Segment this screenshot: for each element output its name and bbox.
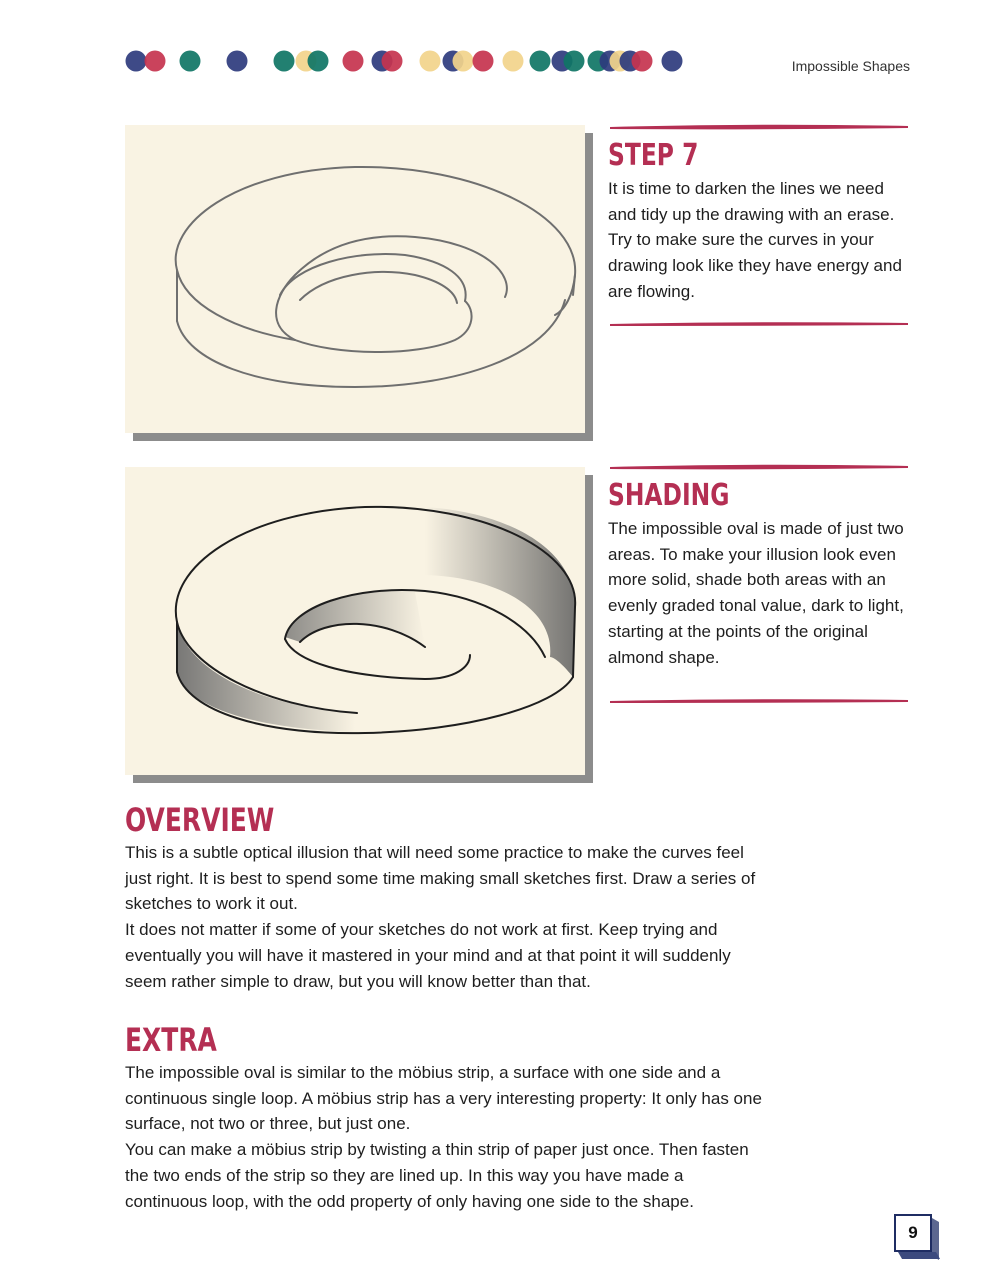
header-dot	[343, 51, 364, 72]
overview-paragraph-2: It does not matter if some of your sketches do not work at first. Keep trying and eventually you will have it mastered in your mind and at that point it will suddenly seem rather simple to draw, but you will know better than that.	[125, 920, 731, 991]
header-dot	[274, 51, 295, 72]
header-dot	[503, 51, 524, 72]
brush-divider-top	[608, 122, 910, 132]
overview-section	[125, 800, 765, 994]
extra-paragraph-2: You can make a möbius strip by twisting a thin strip of paper just once. Then fasten the two ends of the strip so they are lined up. In this way you have made a continuous loop, with the odd property of only having one side to the shape.	[125, 1140, 749, 1211]
header-dot	[453, 51, 474, 72]
step7-text: It is time to darken the lines we need and tidy up the drawing with an erase. Try to make sure the curves in your drawing look like they have energy and are flowing.	[608, 179, 902, 301]
header-dot	[420, 51, 441, 72]
header-dot	[473, 51, 494, 72]
extra-paragraph-1: The impossible oval is similar to the möbius strip, a surface with one side and a continuous single loop. A möbius strip has a very interesting property: It only has one surface, not two or three, but just one.	[125, 1063, 762, 1134]
step7-box	[608, 122, 910, 329]
header-dot	[180, 51, 201, 72]
extra-section	[125, 1020, 765, 1214]
overview-heading: OVERVIEW	[125, 801, 275, 839]
header-dot	[382, 51, 403, 72]
header-dot	[662, 51, 683, 72]
brush-divider-bottom	[608, 696, 910, 706]
page-number-block	[894, 1214, 934, 1254]
header-dot	[145, 51, 166, 72]
header-dot	[308, 51, 329, 72]
header-dot-pattern	[0, 0, 1000, 90]
header-dot	[126, 51, 147, 72]
shading-heading: SHADING	[608, 478, 730, 513]
step7-heading: STEP 7	[608, 138, 699, 173]
shading-text: The impossible oval is made of just two areas. To make your illusion look even more solid, shade both areas with an evenly graded tonal value, dark to light, starting at the points of the original almond shape.	[608, 519, 904, 667]
page-number: 9	[894, 1214, 932, 1252]
brush-divider-top	[608, 462, 910, 472]
overview-paragraph-1: This is a subtle optical illusion that will need some practice to make the curves feel just right. It is best to spend some time making small sketches first. Draw a series of sketches to work it out.	[125, 843, 756, 914]
brush-divider-bottom	[608, 319, 910, 329]
shading-illustration	[125, 467, 585, 775]
header-dot	[227, 51, 248, 72]
header-dot	[530, 51, 551, 72]
header-dot	[632, 51, 653, 72]
shading-box	[608, 462, 910, 706]
header-dot	[564, 51, 585, 72]
extra-heading: EXTRA	[125, 1021, 217, 1059]
step7-illustration	[125, 125, 585, 433]
header-title: Impossible Shapes	[791, 58, 910, 74]
